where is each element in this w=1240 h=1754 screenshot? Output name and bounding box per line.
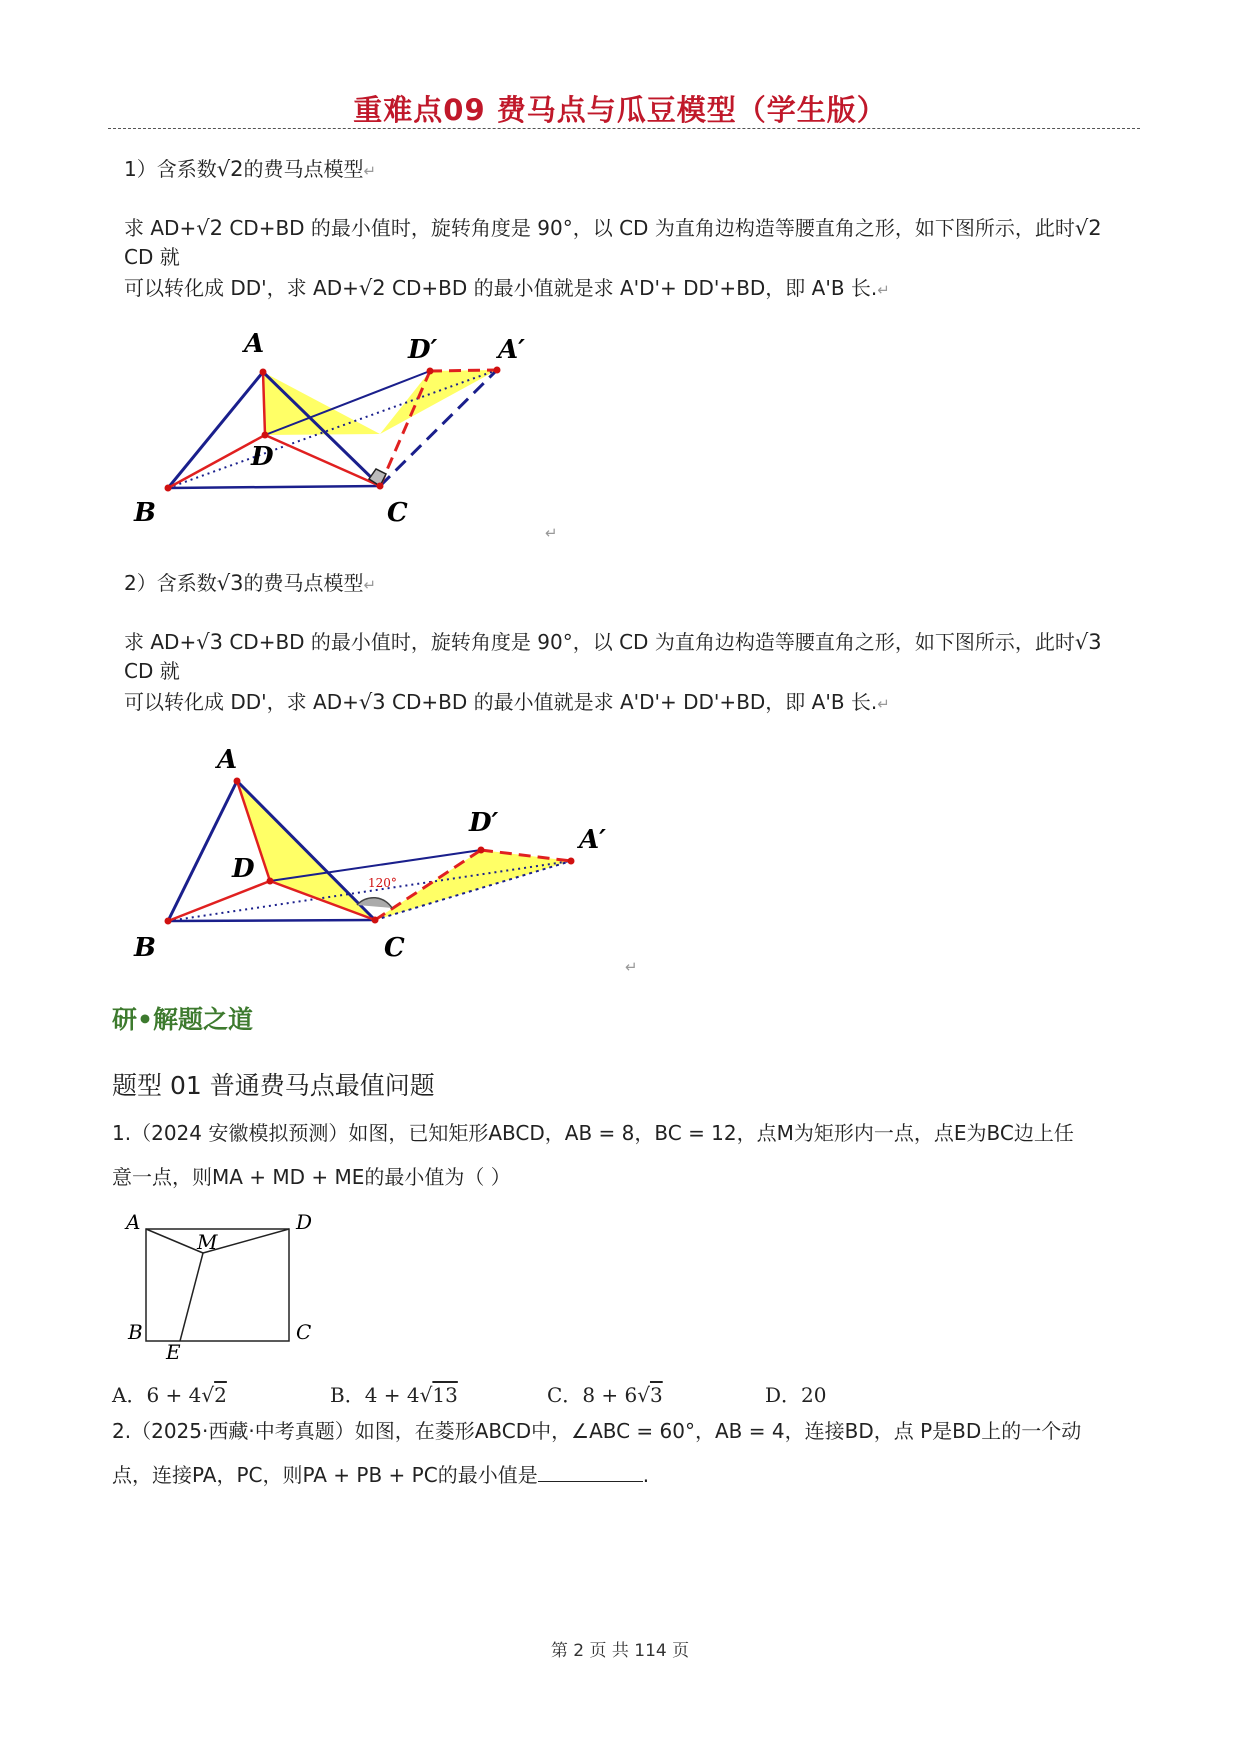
option-a[interactable]: A．6 + 4√2 xyxy=(112,1383,227,1407)
fig2-edge-AB xyxy=(168,781,237,921)
fig3-label-E: E xyxy=(166,1340,181,1364)
fig3-label-D: D xyxy=(296,1210,313,1234)
option-b[interactable]: B．4 + 4√13 xyxy=(330,1383,458,1407)
fig1-label-A: A xyxy=(244,329,265,359)
fig2-point-B xyxy=(165,918,172,925)
fig2-dotted-BAprime xyxy=(168,861,571,921)
section2-line1: 求 AD+√3 CD+BD 的最小值时，旋转角度是 90°，以 CD 为直角边构造等腰直角之形，如下图所示，此时√3 CD 就 xyxy=(124,630,1102,683)
fig3-rectangle xyxy=(146,1229,289,1341)
fig1-label-Aprime: A′ xyxy=(498,335,526,365)
fig1-point-A xyxy=(260,369,267,376)
section1-line2: 可以转化成 DD'，求 AD+√2 CD+BD 的最小值就是求 A'D'+ DD'+BD，即 A'B 长.↵ xyxy=(124,276,890,300)
fig2-label-A: A xyxy=(217,745,238,775)
fig1-label-Dprime: D′ xyxy=(408,335,438,365)
question-2-line2: 点，连接PA，PC，则PA + PB + PC的最小值是 . xyxy=(112,1463,650,1487)
return-mark: ↵ xyxy=(625,958,638,976)
fig1-point-Aprime xyxy=(494,367,501,374)
fig1-point-B xyxy=(165,485,172,492)
question-1-line2: 意一点，则MA + MD + ME的最小值为（ ） xyxy=(112,1165,511,1189)
fig2-angle-label: 120° xyxy=(368,876,397,890)
fig3-label-M: M xyxy=(197,1230,218,1254)
fig2-edge-AC xyxy=(237,781,375,920)
section-heading-method: 研•解题之道 xyxy=(112,1005,253,1034)
question-2-line1: 2.（2025·西藏·中考真题）如图，在菱形ABCD中，∠ABC = 60°，AB = 4，连接BD，点 P是BD上的一个动 xyxy=(112,1419,1082,1443)
section2-line2: 可以转化成 DD'，求 AD+√3 CD+BD 的最小值就是求 A'D'+ DD'+BD，即 A'B 长.↵ xyxy=(124,690,890,714)
title-divider xyxy=(108,128,1140,129)
fig1-red-DC xyxy=(265,435,380,486)
fig1-point-Dprime xyxy=(427,368,434,375)
fig1-fill-ADC xyxy=(263,372,380,435)
fig2-label-Dprime: D′ xyxy=(469,808,499,838)
fig1-point-D xyxy=(262,432,269,439)
fig2-point-A xyxy=(234,778,241,785)
section1-line1: 求 AD+√2 CD+BD 的最小值时，旋转角度是 90°，以 CD 为直角边构造等腰直角之形，如下图所示，此时√2 CD 就 xyxy=(124,216,1102,269)
fig3-label-A: A xyxy=(126,1210,141,1234)
fig1-edge-BC xyxy=(168,486,380,488)
question-1 xyxy=(112,1111,1142,1199)
fig2-point-Dprime xyxy=(478,847,485,854)
question-2 xyxy=(112,1409,1142,1497)
fig2-point-Aprime xyxy=(568,858,575,865)
fig3-line-ME xyxy=(180,1253,203,1341)
fig3-line-AM xyxy=(146,1229,203,1253)
page-footer: 第 2 页 共 114 页 xyxy=(550,1641,690,1661)
fig2-label-C: C xyxy=(384,933,405,963)
fig1-point-C xyxy=(377,483,384,490)
page-title: 重难点09 费马点与瓜豆模型（学生版） xyxy=(353,93,887,127)
fig3-label-C: C xyxy=(296,1320,312,1344)
fig2-edge-BC xyxy=(168,920,375,921)
return-mark: ↵ xyxy=(545,524,558,542)
fig2-label-D: D xyxy=(232,854,255,884)
section2-heading: 2）含系数√3的费马点模型↵ xyxy=(124,571,377,595)
fig2-label-B: B xyxy=(134,933,156,963)
figure-sqrt3-model xyxy=(120,745,640,970)
option-d[interactable]: D．20 xyxy=(765,1383,827,1407)
fig1-label-B: B xyxy=(134,498,156,528)
fig1-edge-AB xyxy=(168,372,263,488)
fig2-point-C xyxy=(372,917,379,924)
answer-blank[interactable] xyxy=(538,1461,643,1482)
fig2-point-D xyxy=(267,878,274,885)
figure-sqrt2-model xyxy=(120,320,590,540)
fig1-fill-CDprimeAprime xyxy=(380,370,497,434)
figure-rectangle-abcd xyxy=(118,1210,358,1364)
fig1-label-C: C xyxy=(387,498,408,528)
section-heading-type01: 题型 01 普通费马点最值问题 xyxy=(112,1071,435,1100)
question-1-line1: 1.（2024 安徽模拟预测）如图，已知矩形ABCD，AB = 8，BC = 12，点M为矩形内一点，点E为BC边上任 xyxy=(112,1121,1074,1145)
section1-heading: 1）含系数√2的费马点模型↵ xyxy=(124,157,377,181)
option-c[interactable]: C．8 + 6√3 xyxy=(547,1383,663,1407)
fig1-label-D: D xyxy=(251,442,274,472)
fig3-label-B: B xyxy=(128,1320,143,1344)
fig2-label-Aprime: A′ xyxy=(579,825,607,855)
